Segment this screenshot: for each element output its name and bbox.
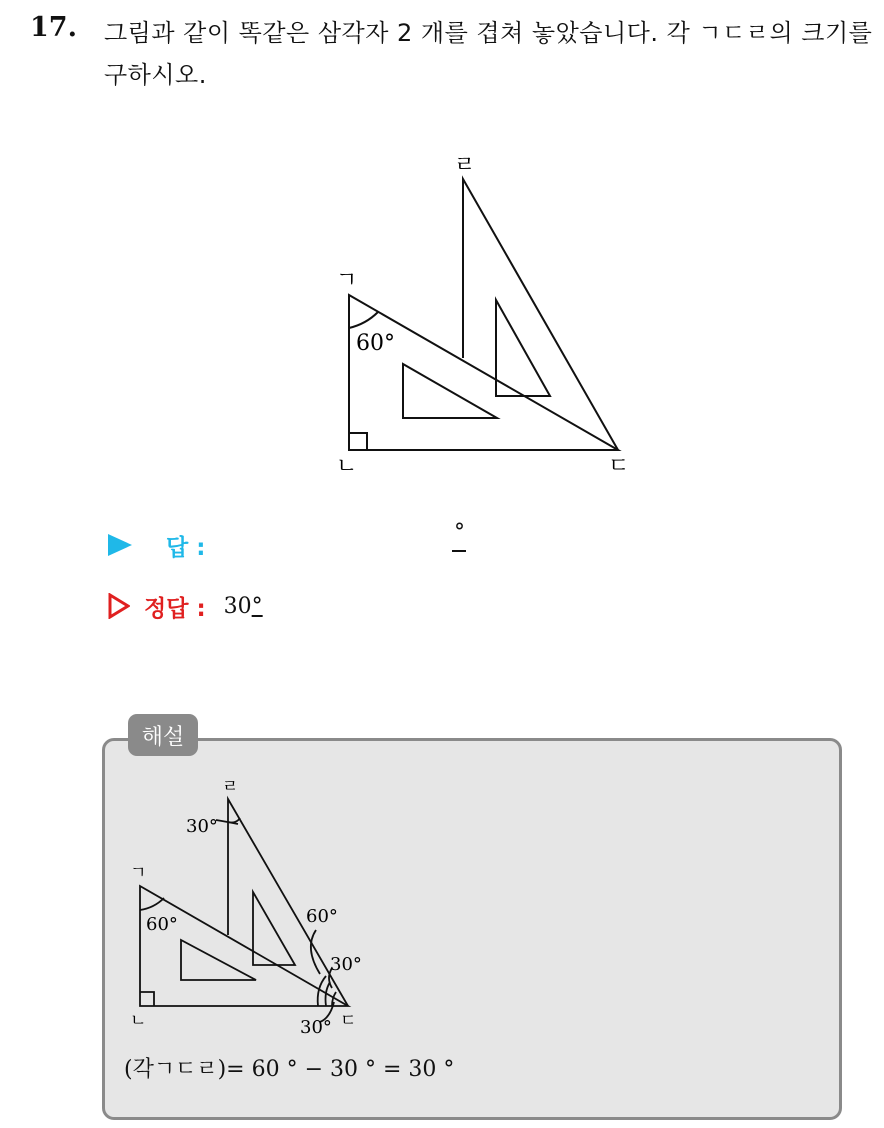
solution-equation: (각ㄱㄷㄹ)= 60 ° − 30 ° = 30 °: [124, 1057, 455, 1082]
answer-blank-line: [452, 550, 466, 552]
label-c: ㄷ: [608, 454, 630, 479]
answer-blank-unit: °: [454, 520, 465, 545]
correct-answer-unit: °: [251, 593, 263, 619]
answer-label: 답 :: [166, 534, 206, 561]
sol-angle-top: 30°: [186, 816, 218, 837]
sol-arc-60: [140, 898, 164, 910]
answer-row: [108, 528, 205, 562]
triangle-cd-visible: [463, 179, 618, 450]
correct-answer-row: [108, 588, 263, 624]
sol-angle-right-30: 30°: [330, 954, 362, 975]
angle-label-60: 60°: [356, 331, 395, 356]
sol-leader-60: [311, 930, 320, 974]
answer-blank[interactable]: [450, 520, 470, 554]
question-text: 그림과 같이 똑같은 삼각자 2 개를 겹쳐 놓았습니다. 각 ㄱㄷㄹ의 크기를 구하시오.: [104, 19, 873, 89]
sol-right-angle-mark: [140, 992, 154, 1006]
right-angle-mark: [349, 433, 367, 450]
triangle-abc: [349, 295, 618, 450]
sol-angle-bottom-30: 30°: [300, 1017, 332, 1038]
sol-label-c: ㄷ: [340, 1011, 357, 1031]
correct-answer-number: 30: [223, 593, 252, 619]
inner-cutout-cd: [496, 300, 550, 396]
label-d: ㄹ: [454, 153, 476, 178]
sol-angle-left: 60°: [146, 914, 178, 935]
correct-answer-value: [224, 594, 263, 619]
solution-tag: 해설: [128, 714, 198, 756]
sol-label-d: ㄹ: [222, 777, 239, 797]
label-b: ㄴ: [336, 454, 358, 479]
label-a: ㄱ: [336, 268, 358, 293]
solution-figure: [120, 770, 380, 1050]
outline-triangle-icon: [108, 593, 130, 619]
correct-answer-label: 정답 :: [144, 595, 206, 622]
sol-label-b: ㄴ: [130, 1011, 147, 1031]
play-triangle-icon: [108, 534, 132, 556]
sol-angle-right-60: 60°: [306, 906, 338, 927]
sol-triangle-abc: [140, 886, 348, 1006]
question-number: 17.: [30, 12, 77, 43]
main-figure: [320, 150, 650, 480]
sol-label-a: ㄱ: [130, 863, 147, 883]
angle-arc-60: [349, 312, 378, 328]
